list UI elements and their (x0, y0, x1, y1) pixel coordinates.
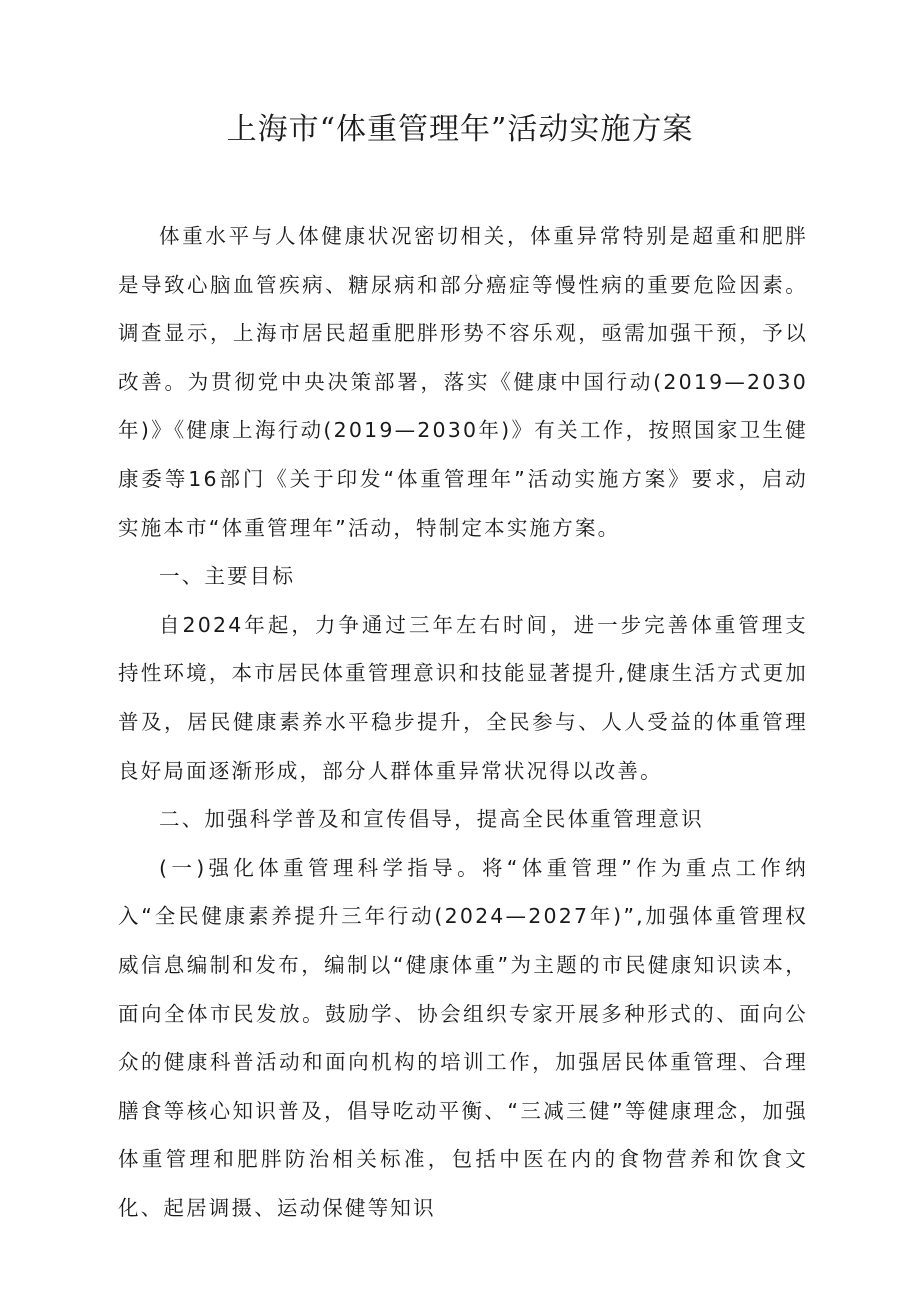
section1-paragraph: 自2024年起，力争通过三年左右时间，进一步完善体重管理支持性环境，本市居民体重管理意识和技能显著提升,健康生活方式更加普及，居民健康素养水平稳步提升，全民参与、人人受益的体重管理良好局面逐渐形成，部分人群体重异常状况得以改善。 (118, 612, 808, 783)
section1-heading: 一、主要目标 (159, 564, 296, 589)
section2-heading: 二、加强科学普及和宣传倡导，提高全民体重管理意识 (159, 807, 704, 832)
section2-item1-paragraph: (一)强化体重管理科学指导。将“体重管理”作为重点工作纳入“全民健康素养提升三年行动(2024—2027年)”,加强体重管理权威信息编制和发布，编制以“健康体重”为主题的市民健康知识读本，面向全体市民发放。鼓励学、协会组织专家开展多种形式的、面向公众的健康科普活动和面向机构的培训工作，加强居民体重管理、合理膳食等核心知识普及，倡导吃动平衡、“三减三健”等健康理念，加强体重管理和肥胖防治相关标准，包括中医在内的食物营养和饮食文化、起居调摄、运动保健等知识 (118, 855, 808, 1220)
document-title: 上海市“体重管理年”活动实施方案 (226, 112, 694, 147)
document-body (118, 212, 808, 1232)
intro-paragraph: 体重水平与人体健康状况密切相关，体重异常特别是超重和肥胖是导致心脑血管疾病、糖尿病和部分癌症等慢性病的重要危险因素。调查显示，上海市居民超重肥胖形势不容乐观，亟需加强干预，予以改善。为贯彻党中央决策部署，落实《健康中国行动(2019—2030年)》《健康上海行动(2019—2030年)》有关工作，按照国家卫生健康委等16部门《关于印发“体重管理年”活动实施方案》要求，启动实施本市“体重管理年”活动，特制定本实施方案。 (118, 224, 808, 540)
